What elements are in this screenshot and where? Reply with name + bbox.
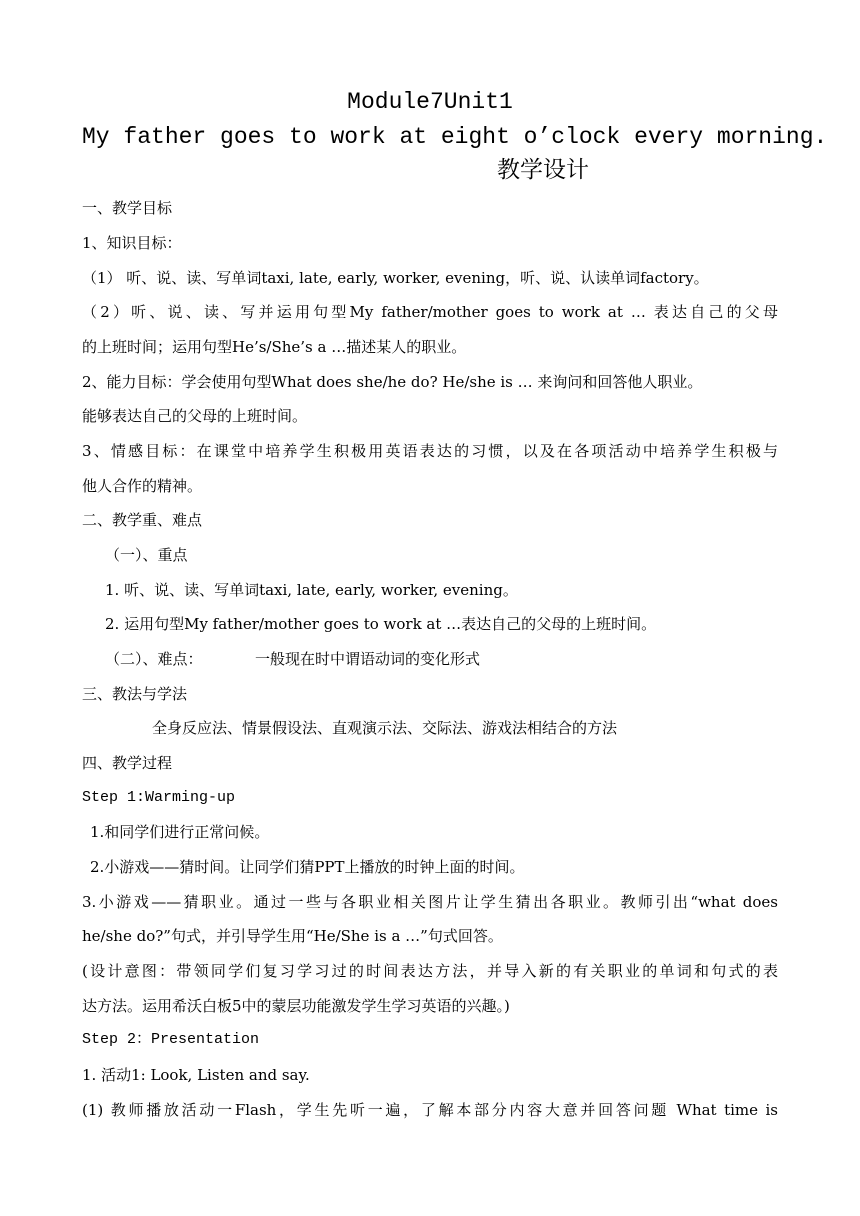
ability-objective: 2、能力目标：学会使用句型What does she/he do? He/she is … 来询问和回答他人职业。: [82, 373, 703, 391]
section-heading-key-points: 二、教学重、难点: [82, 511, 203, 529]
step-1-item-3: 3.小游戏——猜职业。通过一些与各职业相关图片让学生猜出各职业。教师引出“what does: [82, 893, 778, 911]
difficult-points-heading: （二）、难点：: [105, 650, 203, 668]
step-1-item-1: 1.和同学们进行正常问候。: [90, 823, 270, 841]
step-1-item-3-cont: he/she do?”句式，并引导学生用“He/She is a …”句式回答。: [82, 927, 503, 945]
section-heading-methods: 三、教法与学法: [82, 685, 188, 703]
activity-1-step-1: (1) 教师播放活动一Flash，学生先听一遍，了解本部分内容大意并回答问题 What time is: [82, 1101, 778, 1119]
ability-objective-cont: 能够表达自己的父母的上班时间。: [82, 407, 308, 425]
document-subtitle: 教学设计: [497, 157, 589, 183]
emotion-objective-cont: 他人合作的精神。: [82, 477, 203, 495]
design-intent: (设计意图：带领同学们复习学习过的时间表达方法，并导入新的有关职业的单词和句式的表: [82, 962, 778, 980]
key-point-1: 1. 听、说、读、写单词taxi, late, early, worker, evening。: [105, 581, 518, 599]
key-points-heading: （一）、重点: [105, 546, 188, 564]
methods-text: 全身反应法、情景假设法、直观演示法、交际法、游戏法相结合的方法: [152, 719, 618, 737]
emotion-objective: 3、情感目标：在课堂中培养学生积极用英语表达的习惯，以及在各项活动中培养学生积极与: [82, 442, 778, 460]
knowledge-objective-2-cont: 的上班时间；运用句型He’s/She’s a …描述某人的职业。: [82, 338, 467, 356]
lesson-title: My father goes to work at eight o’clock every morning.: [82, 124, 828, 150]
activity-1-heading: 1. 活动1: Look, Listen and say.: [82, 1066, 310, 1084]
knowledge-objective-2: （2）听、说、读、写并运用句型My father/mother goes to work at … 表达自己的父母: [82, 303, 778, 321]
knowledge-objective-1: （1） 听、说、读、写单词taxi, late, early, worker, evening，听、说、认读单词factory。: [82, 269, 709, 287]
step-2-heading: Step 2：Presentation: [82, 1031, 260, 1048]
design-intent-cont: 达方法。运用希沃白板5中的蒙层功能激发学生学习英语的兴趣。): [82, 997, 510, 1015]
section-heading-process: 四、教学过程: [82, 754, 173, 772]
module-title: Module7Unit1: [347, 89, 513, 115]
step-1-heading: Step 1:Warming-up: [82, 789, 236, 806]
section-heading-objectives: 一、教学目标: [82, 199, 173, 217]
step-1-item-2: 2.小游戏——猜时间。让同学们猜PPT上播放的时钟上面的时间。: [90, 858, 525, 876]
key-point-2: 2. 运用句型My father/mother goes to work at …表达自己的父母的上班时间。: [105, 615, 657, 633]
difficult-point: 一般现在时中谓语动词的变化形式: [255, 650, 481, 668]
knowledge-objective-heading: 1、知识目标：: [82, 234, 182, 252]
